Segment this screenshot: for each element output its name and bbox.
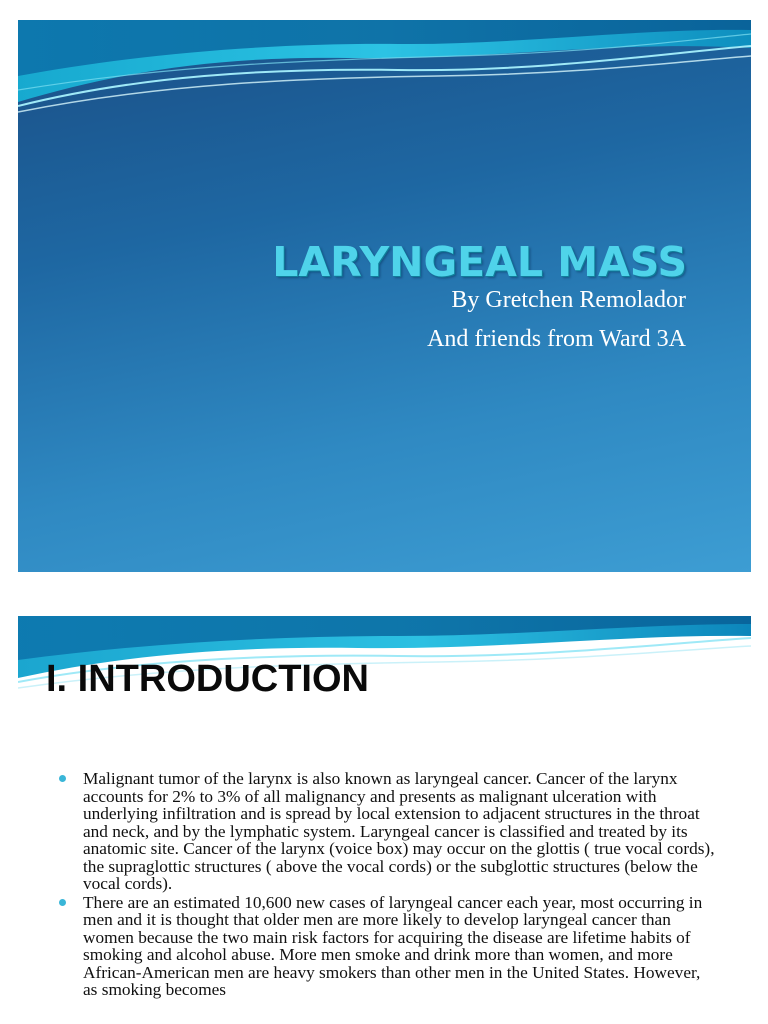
wave-decoration — [18, 20, 751, 130]
bullet-icon — [59, 775, 66, 782]
bullet-list — [58, 770, 718, 1000]
title-slide — [18, 20, 751, 572]
slide-title: LARYNGEAL MASS — [272, 238, 687, 286]
author-line: By Gretchen Remolador — [451, 287, 686, 313]
bullet-text: There are an estimated 10,600 new cases of laryngeal cancer each year, most occurring in men and it is thought that older men are more likely to develop laryngeal cancer than women because the two main risk factors for acquiring the disease are lifetime habits of smoking and alcohol abuse. More men smoke and drink more than women, and more African-American men are heavy smokers than other men in the United States. However, as smoking becomes — [83, 892, 703, 999]
bullet-text: Malignant tumor of the larynx is also known as laryngeal cancer. Cancer of the larynx accounts for 2% to 3% of all malignancy and presents as malignant ulceration with underlying infiltration and is spread by local extension to adjacent structures in the throat and neck, and by the lymphatic system. Laryngeal cancer is classified and treated by its anatomic site. Cancer of the larynx (voice box) may occur on the glottis ( true vocal cords), the supraglottic structures ( above the vocal cords) or the subglottic structures (below the vocal cords). — [83, 769, 715, 893]
bullet-icon — [59, 899, 66, 906]
list-item — [58, 894, 718, 999]
section-title: I. INTRODUCTION — [46, 658, 369, 700]
introduction-slide — [18, 616, 751, 1024]
ward-line: And friends from Ward 3A — [427, 326, 686, 352]
list-item — [58, 770, 718, 893]
